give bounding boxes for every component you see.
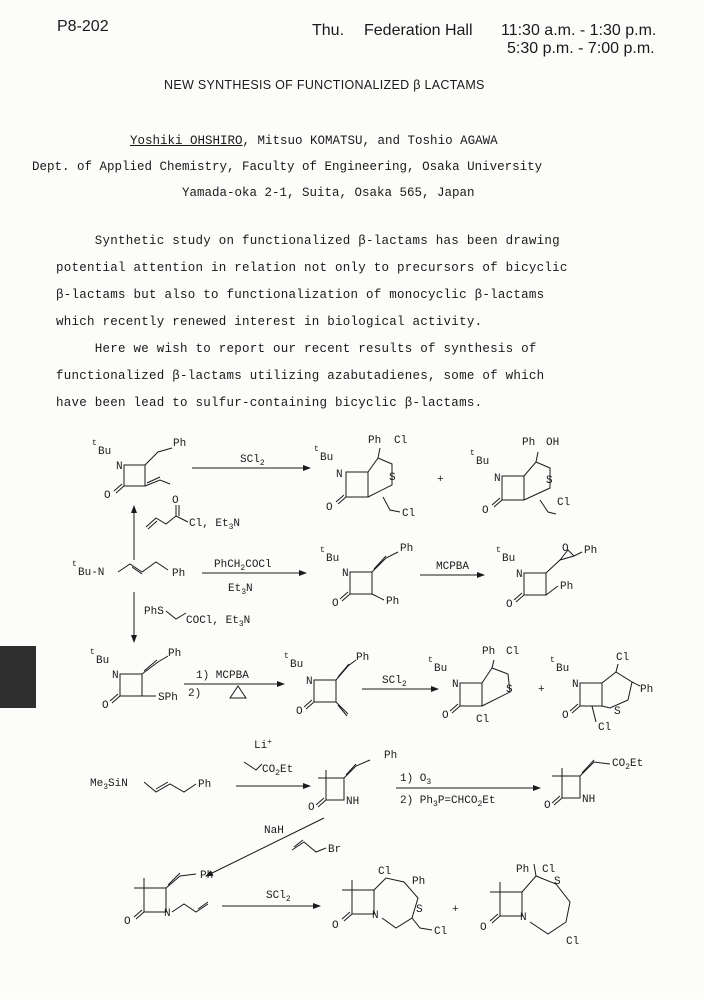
svg-text:N: N xyxy=(494,473,501,485)
session-time-2: 5:30 p.m. - 7:00 p.m. xyxy=(507,40,655,57)
compound-phenyl-lactam xyxy=(320,543,413,610)
svg-text:N: N xyxy=(336,469,343,481)
svg-text:O: O xyxy=(562,543,569,555)
svg-text:Bu: Bu xyxy=(320,452,334,464)
svg-text:Bu-N: Bu-N xyxy=(78,567,105,579)
svg-text:Cl, Et3N: Cl, $Et_3N$ xyxy=(189,518,241,532)
svg-text:Ph: Ph xyxy=(640,684,654,696)
reagent-nah-allylbromide xyxy=(264,825,341,856)
abstract-line-7: have been lead to sulfur-containing bicyclic β-lactams. xyxy=(56,396,483,410)
compound-diene-lactam-2 xyxy=(284,652,369,718)
compound-sph-lactam xyxy=(90,648,181,712)
svg-text:N: N xyxy=(342,568,349,580)
svg-text:S: S xyxy=(416,904,423,916)
svg-text:Ph: Ph xyxy=(560,581,574,593)
affiliation-line-1: Dept. of Applied Chemistry, Faculty of Engineering, Osaka University xyxy=(32,160,543,174)
svg-text:t: t xyxy=(470,449,475,458)
reagent-et3n-1: $Et_3N$ xyxy=(228,583,253,597)
svg-text:Ph: Ph xyxy=(172,568,186,580)
svg-text:N: N xyxy=(306,676,313,688)
svg-text:Ph: Ph xyxy=(368,435,382,447)
session-time-1: 11:30 a.m. - 1:30 p.m. xyxy=(501,22,657,39)
session-place: Federation Hall xyxy=(364,22,473,39)
affiliation-line-2: Yamada-oka 2-1, Suita, Osaka 565, Japan xyxy=(182,186,475,200)
svg-text:N: N xyxy=(164,908,171,920)
svg-text:CO2Et: $CO_2Et$ xyxy=(612,758,644,772)
co-authors: , Mitsuo KOMATSU, and Toshio AGAWA xyxy=(242,134,498,148)
svg-text:Ph: Ph xyxy=(516,864,530,876)
svg-text:O: O xyxy=(482,505,489,517)
svg-text:Cl: Cl xyxy=(378,866,392,878)
abstract-line-3: β-lactams but also to functionalization of monocyclic β-lactams xyxy=(56,288,545,302)
reagent-mcpba-1: MCPBA xyxy=(436,561,470,573)
svg-text:Bu: Bu xyxy=(434,663,448,675)
svg-text:Cl: Cl xyxy=(506,646,520,658)
svg-text:N: N xyxy=(572,679,579,691)
svg-text:OH: OH xyxy=(546,437,560,449)
abstract-line-2: potential attention in relation not only to precursors of bicyclic xyxy=(56,261,568,275)
svg-text:PhS: PhS xyxy=(144,606,164,618)
svg-text:N: N xyxy=(116,461,123,473)
svg-text:O: O xyxy=(172,495,179,507)
svg-text:Br: Br xyxy=(328,844,342,856)
abstract-line-5: Here we wish to report our recent results of synthesis of xyxy=(56,342,537,356)
compound-bicyclic-hydroxy xyxy=(470,437,570,517)
svg-text:O: O xyxy=(442,710,449,722)
reagent-phch2cocl: PhCH$_2$COCl xyxy=(214,559,272,573)
compound-diene-lactam xyxy=(92,438,186,502)
reagent-step-1-mcpba: 1) MCPBA xyxy=(196,670,249,682)
compound-bicyclic-cl-4 xyxy=(550,652,653,734)
svg-text:O: O xyxy=(332,920,339,932)
svg-text:Ph: Ph xyxy=(168,648,182,660)
compound-nh-lactam xyxy=(308,750,397,814)
reagent-scl2-3: SCl$_2$ xyxy=(266,890,291,904)
svg-text:Li+: Li+ xyxy=(254,738,273,752)
svg-text:Ph: Ph xyxy=(400,543,414,555)
svg-text:N: N xyxy=(372,910,379,922)
svg-text:t: t xyxy=(90,648,95,657)
svg-text:O: O xyxy=(562,710,569,722)
compound-bicyclic-8ring-1 xyxy=(332,866,447,938)
compound-acrylate-lactam xyxy=(544,758,643,812)
compound-epoxide-lactam xyxy=(496,543,597,611)
svg-text:t: t xyxy=(496,546,501,555)
svg-text:COCl, Et3N: COCl, $Et_3N$ xyxy=(186,615,251,629)
svg-text:t: t xyxy=(314,445,319,454)
paper-title: NEW SYNTHESIS OF FUNCTIONALIZED β LACTAMS xyxy=(164,78,485,92)
svg-text:N: N xyxy=(112,670,119,682)
svg-text:t: t xyxy=(428,656,433,665)
compound-bicyclic-cl-3 xyxy=(428,646,519,726)
svg-text:t: t xyxy=(92,439,97,448)
svg-text:Bu: Bu xyxy=(326,553,340,565)
svg-text:Bu: Bu xyxy=(556,663,570,675)
svg-text:Ph: Ph xyxy=(198,779,212,791)
plus-sign-1: + xyxy=(437,474,444,486)
compound-azadiene xyxy=(72,560,185,580)
svg-text:CO2Et: $CO_2Et$ xyxy=(262,764,294,778)
svg-text:Ph: Ph xyxy=(200,870,214,882)
svg-text:Cl: Cl xyxy=(542,864,556,876)
svg-text:NaH: NaH xyxy=(264,825,284,837)
svg-text:t: t xyxy=(72,560,77,569)
svg-text:Cl: Cl xyxy=(566,936,580,948)
svg-text:Cl: Cl xyxy=(557,497,571,509)
svg-text:Ph: Ph xyxy=(584,545,598,557)
svg-text:N: N xyxy=(520,912,527,924)
svg-text:O: O xyxy=(104,490,111,502)
svg-text:N: N xyxy=(452,679,459,691)
svg-text:SPh: SPh xyxy=(158,692,178,704)
svg-text:Bu: Bu xyxy=(96,655,110,667)
svg-text:S: S xyxy=(554,876,561,888)
reagent-step-2-heat: 2) xyxy=(188,688,202,700)
svg-text:Cl: Cl xyxy=(616,652,630,664)
svg-text:Ph: Ph xyxy=(356,652,370,664)
reagent-lithium-enolate xyxy=(244,738,293,778)
svg-text:S: S xyxy=(389,472,396,484)
svg-text:Cl: Cl xyxy=(598,722,612,734)
svg-text:t: t xyxy=(550,656,555,665)
compound-bicyclic-8ring-2 xyxy=(480,864,579,948)
svg-text:Ph: Ph xyxy=(386,596,400,608)
reagent-step-o3: 1) $O_3$ xyxy=(400,773,432,787)
abstract-line-4: which recently renewed interest in biological activity. xyxy=(56,315,483,329)
svg-text:Cl: Cl xyxy=(394,435,408,447)
svg-text:Ph: Ph xyxy=(482,646,496,658)
svg-text:O: O xyxy=(544,800,551,812)
reagent-scl2-1: SCl$_2$ xyxy=(240,454,265,468)
presenting-author: Yoshiki OHSHIRO xyxy=(130,134,243,148)
reagent-acyl-chloride xyxy=(146,495,240,532)
compound-bicyclic-chloro xyxy=(314,435,415,520)
svg-text:t: t xyxy=(284,652,289,661)
session-day: Thu. xyxy=(312,22,345,39)
compound-silyl-azadiene xyxy=(90,778,211,792)
svg-text:O: O xyxy=(480,922,487,934)
svg-text:O: O xyxy=(326,502,333,514)
svg-text:O: O xyxy=(308,802,315,814)
svg-text:O: O xyxy=(296,706,303,718)
svg-text:S: S xyxy=(546,475,553,487)
svg-text:O: O xyxy=(124,916,131,928)
svg-text:S: S xyxy=(614,706,621,718)
svg-text:Cl: Cl xyxy=(476,714,490,726)
svg-text:Ph: Ph xyxy=(173,438,187,450)
svg-text:Bu: Bu xyxy=(476,456,490,468)
plus-sign-2: + xyxy=(538,684,545,696)
compound-n-allyl-lactam xyxy=(124,870,213,928)
svg-text:O: O xyxy=(332,598,339,610)
svg-text:NH: NH xyxy=(346,796,360,808)
svg-text:Ph: Ph xyxy=(522,437,536,449)
svg-text:Cl: Cl xyxy=(402,508,416,520)
svg-text:Ph: Ph xyxy=(412,876,426,888)
svg-text:Bu: Bu xyxy=(98,446,112,458)
svg-text:N: N xyxy=(516,569,523,581)
reagent-step-wittig: 2) $Ph_3P=CHCO_2Et$ xyxy=(400,795,496,809)
svg-text:t: t xyxy=(320,546,325,555)
svg-text:S: S xyxy=(506,684,513,696)
svg-text:O: O xyxy=(102,700,109,712)
svg-text:Me3SiN: $Me_3SiN$ xyxy=(90,778,128,792)
reagent-scl2-2: SCl$_2$ xyxy=(382,675,407,689)
reagent-phs-acyl xyxy=(144,606,250,629)
svg-text:Bu: Bu xyxy=(502,553,516,565)
poster-code: P8-202 xyxy=(57,18,109,35)
heat-triangle-icon xyxy=(230,686,246,698)
svg-text:Bu: Bu xyxy=(290,659,304,671)
svg-text:Cl: Cl xyxy=(434,926,448,938)
abstract-line-6: functionalized β-lactams utilizing azabutadienes, some of which xyxy=(56,369,545,383)
svg-text:Ph: Ph xyxy=(384,750,398,762)
abstract-line-1: Synthetic study on functionalized β-lactams has been drawing xyxy=(56,234,560,248)
plus-sign-3: + xyxy=(452,904,459,916)
svg-text:O: O xyxy=(506,599,513,611)
svg-text:NH: NH xyxy=(582,794,596,806)
